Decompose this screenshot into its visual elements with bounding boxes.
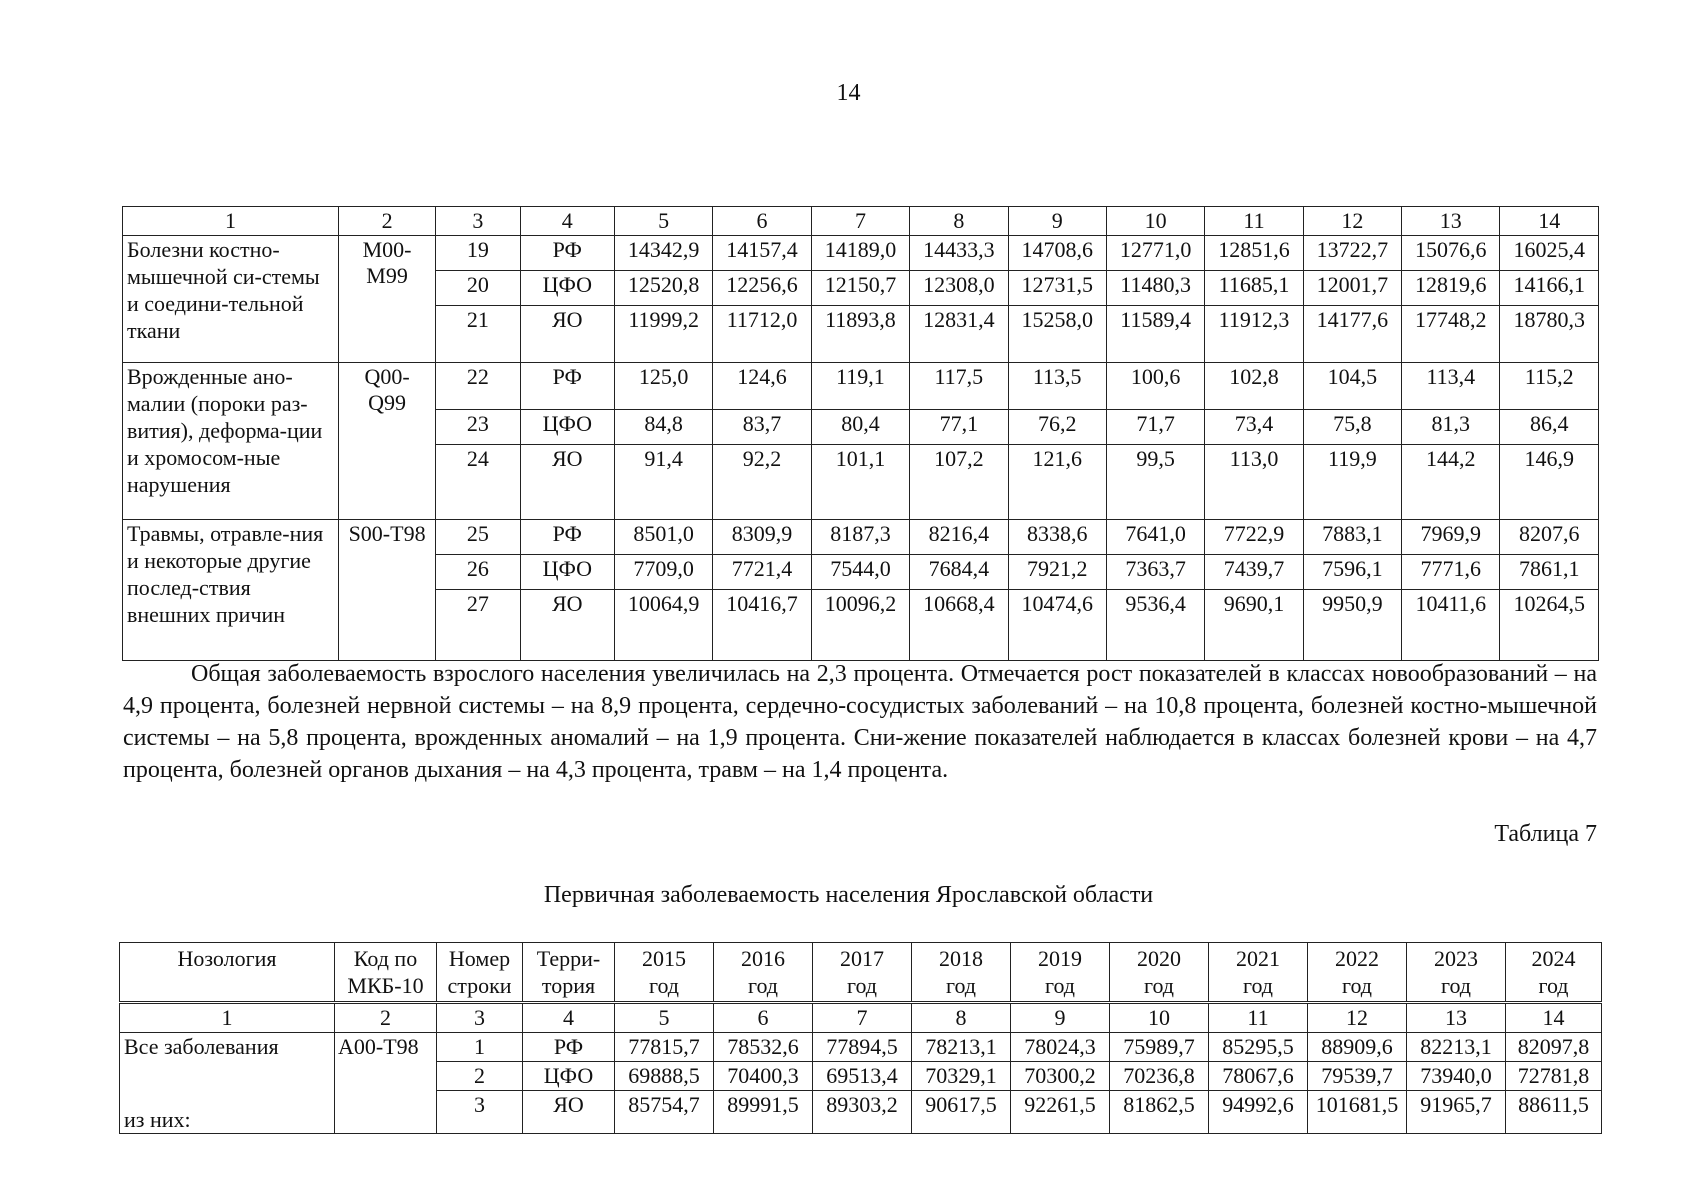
value-cell: 113,4	[1402, 363, 1500, 410]
header-territory: Терри- тория	[523, 943, 615, 1003]
column-index: 7	[811, 207, 909, 236]
row-number: 25	[436, 520, 520, 555]
value-cell: 9690,1	[1205, 590, 1303, 661]
value-cell: 78067,6	[1209, 1062, 1308, 1091]
value-cell: 11712,0	[713, 306, 811, 363]
table-label: Таблица 7	[1494, 821, 1597, 847]
column-index: 2	[338, 207, 435, 236]
value-cell: 10416,7	[713, 590, 811, 661]
territory: ЦФО	[520, 555, 614, 590]
value-cell: 12819,6	[1402, 271, 1500, 306]
table-row	[123, 236, 1599, 271]
value-cell: 10411,6	[1402, 590, 1500, 661]
value-cell: 101681,5	[1308, 1091, 1407, 1134]
column-index: 6	[713, 207, 811, 236]
row-number: 3	[437, 1091, 523, 1134]
value-cell: 113,5	[1008, 363, 1106, 410]
value-cell: 15258,0	[1008, 306, 1106, 363]
nosology-cell: Травмы, отравле-ния и некоторые другие послед-ствия внешних причин	[123, 520, 339, 661]
value-cell: 72781,8	[1506, 1062, 1602, 1091]
icd-code: S00-T98	[338, 520, 435, 661]
value-cell: 8216,4	[910, 520, 1008, 555]
value-cell: 115,2	[1500, 363, 1599, 410]
value-cell: 89991,5	[714, 1091, 813, 1134]
value-cell: 146,9	[1500, 445, 1599, 520]
value-cell: 11893,8	[811, 306, 909, 363]
row-number: 26	[436, 555, 520, 590]
row-number: 21	[436, 306, 520, 363]
value-cell: 92,2	[713, 445, 811, 520]
value-cell: 73,4	[1205, 410, 1303, 445]
table-row	[123, 363, 1599, 410]
column-index: 10	[1106, 207, 1204, 236]
value-cell: 17748,2	[1402, 306, 1500, 363]
value-cell: 7883,1	[1303, 520, 1401, 555]
row-number: 27	[436, 590, 520, 661]
row-number: 1	[437, 1033, 523, 1062]
value-cell: 102,8	[1205, 363, 1303, 410]
value-cell: 7544,0	[811, 555, 909, 590]
territory: РФ	[520, 236, 614, 271]
column-index: 6	[714, 1003, 813, 1033]
value-cell: 8501,0	[614, 520, 712, 555]
value-cell: 88909,6	[1308, 1033, 1407, 1062]
header-year: 2016 год	[714, 943, 813, 1003]
nosology-subnote: из них:	[124, 1107, 191, 1132]
territory: ЯО	[520, 306, 614, 363]
table-continuation	[122, 206, 1599, 661]
icd-code: М00-М99	[338, 236, 435, 363]
value-cell: 12731,5	[1008, 271, 1106, 306]
value-cell: 10474,6	[1008, 590, 1106, 661]
value-cell: 91,4	[614, 445, 712, 520]
value-cell: 12771,0	[1106, 236, 1204, 271]
value-cell: 144,2	[1402, 445, 1500, 520]
value-cell: 82213,1	[1407, 1033, 1506, 1062]
column-index: 8	[912, 1003, 1011, 1033]
value-cell: 113,0	[1205, 445, 1303, 520]
value-cell: 7861,1	[1500, 555, 1599, 590]
value-cell: 86,4	[1500, 410, 1599, 445]
territory: ЯО	[520, 590, 614, 661]
value-cell: 15076,6	[1402, 236, 1500, 271]
body-paragraph	[123, 658, 1597, 786]
value-cell: 77894,5	[813, 1033, 912, 1062]
value-cell: 7684,4	[910, 555, 1008, 590]
value-cell: 7771,6	[1402, 555, 1500, 590]
territory: ЯО	[523, 1091, 615, 1134]
territory: РФ	[523, 1033, 615, 1062]
value-cell: 7439,7	[1205, 555, 1303, 590]
header-year: 2023 год	[1407, 943, 1506, 1003]
value-cell: 90617,5	[912, 1091, 1011, 1134]
column-index: 3	[437, 1003, 523, 1033]
value-cell: 69513,4	[813, 1062, 912, 1091]
header-row	[120, 943, 1602, 1003]
column-index: 3	[436, 207, 520, 236]
column-index: 7	[813, 1003, 912, 1033]
value-cell: 104,5	[1303, 363, 1401, 410]
table-primary-morbidity	[119, 942, 1602, 1134]
territory: ЯО	[520, 445, 614, 520]
value-cell: 10096,2	[811, 590, 909, 661]
value-cell: 124,6	[713, 363, 811, 410]
value-cell: 88611,5	[1506, 1091, 1602, 1134]
value-cell: 14433,3	[910, 236, 1008, 271]
value-cell: 70400,3	[714, 1062, 813, 1091]
header-year: 2020 год	[1110, 943, 1209, 1003]
value-cell: 75989,7	[1110, 1033, 1209, 1062]
column-index: 11	[1209, 1003, 1308, 1033]
value-cell: 7641,0	[1106, 520, 1204, 555]
value-cell: 94992,6	[1209, 1091, 1308, 1134]
nosology-cell: Болезни костно-мышечной си-стемы и соедини-тельной ткани	[123, 236, 339, 363]
value-cell: 85295,5	[1209, 1033, 1308, 1062]
territory: РФ	[520, 520, 614, 555]
value-cell: 101,1	[811, 445, 909, 520]
value-cell: 73940,0	[1407, 1062, 1506, 1091]
value-cell: 7596,1	[1303, 555, 1401, 590]
value-cell: 7722,9	[1205, 520, 1303, 555]
value-cell: 12831,4	[910, 306, 1008, 363]
value-cell: 76,2	[1008, 410, 1106, 445]
column-index: 10	[1110, 1003, 1209, 1033]
value-cell: 7921,2	[1008, 555, 1106, 590]
column-index: 4	[523, 1003, 615, 1033]
column-index: 8	[910, 207, 1008, 236]
value-cell: 85754,7	[615, 1091, 714, 1134]
value-cell: 11589,4	[1106, 306, 1204, 363]
value-cell: 78024,3	[1011, 1033, 1110, 1062]
column-index: 5	[614, 207, 712, 236]
header-row-number: Номер строки	[437, 943, 523, 1003]
value-cell: 14157,4	[713, 236, 811, 271]
value-cell: 12001,7	[1303, 271, 1401, 306]
value-cell: 9536,4	[1106, 590, 1204, 661]
value-cell: 11999,2	[614, 306, 712, 363]
value-cell: 16025,4	[1500, 236, 1599, 271]
value-cell: 78213,1	[912, 1033, 1011, 1062]
column-index: 13	[1407, 1003, 1506, 1033]
value-cell: 79539,7	[1308, 1062, 1407, 1091]
value-cell: 89303,2	[813, 1091, 912, 1134]
column-index-row	[120, 1003, 1602, 1033]
value-cell: 12851,6	[1205, 236, 1303, 271]
value-cell: 70236,8	[1110, 1062, 1209, 1091]
value-cell: 11480,3	[1106, 271, 1204, 306]
territory: РФ	[520, 363, 614, 410]
value-cell: 125,0	[614, 363, 712, 410]
value-cell: 12308,0	[910, 271, 1008, 306]
header-year: 2015 год	[615, 943, 714, 1003]
value-cell: 14189,0	[811, 236, 909, 271]
value-cell: 99,5	[1106, 445, 1204, 520]
value-cell: 14342,9	[614, 236, 712, 271]
value-cell: 11912,3	[1205, 306, 1303, 363]
column-index: 9	[1011, 1003, 1110, 1033]
header-year: 2019 год	[1011, 943, 1110, 1003]
table-row	[120, 1033, 1602, 1062]
value-cell: 7969,9	[1402, 520, 1500, 555]
value-cell: 92261,5	[1011, 1091, 1110, 1134]
value-cell: 77815,7	[615, 1033, 714, 1062]
value-cell: 78532,6	[714, 1033, 813, 1062]
header-nosology: Нозология	[120, 943, 335, 1003]
column-index: 4	[520, 207, 614, 236]
nosology-cell: Врожденные ано-малии (пороки раз-вития), деформа-ции и хромосом-ные нарушения	[123, 363, 339, 520]
table-row	[123, 520, 1599, 555]
value-cell: 18780,3	[1500, 306, 1599, 363]
value-cell: 117,5	[910, 363, 1008, 410]
value-cell: 81,3	[1402, 410, 1500, 445]
value-cell: 11685,1	[1205, 271, 1303, 306]
column-index: 13	[1402, 207, 1500, 236]
value-cell: 83,7	[713, 410, 811, 445]
value-cell: 8187,3	[811, 520, 909, 555]
page-number: 14	[836, 80, 861, 106]
row-number: 22	[436, 363, 520, 410]
value-cell: 71,7	[1106, 410, 1204, 445]
row-number: 24	[436, 445, 520, 520]
column-index-row	[123, 207, 1599, 236]
value-cell: 81862,5	[1110, 1091, 1209, 1134]
value-cell: 75,8	[1303, 410, 1401, 445]
value-cell: 100,6	[1106, 363, 1204, 410]
column-index: 1	[120, 1003, 335, 1033]
value-cell: 12256,6	[713, 271, 811, 306]
value-cell: 70300,2	[1011, 1062, 1110, 1091]
icd-code: A00-T98	[335, 1033, 437, 1134]
value-cell: 84,8	[614, 410, 712, 445]
header-year: 2018 год	[912, 943, 1011, 1003]
value-cell: 7721,4	[713, 555, 811, 590]
column-index: 11	[1205, 207, 1303, 236]
row-number: 20	[436, 271, 520, 306]
header-year: 2017 год	[813, 943, 912, 1003]
paragraph-text: Общая заболеваемость взрослого населения увеличилась на 2,3 процента. Отмечается рост показателей в классах новообразований – на 4,9 процента, болезней нервной системы – на 8,9 процента, сердечно-сосудистых заболеваний – на 10,8 процента, болезней костно-мышечной системы – на 5,8 процента, врожденных аномалий – на 1,9 процента. Сни-жение показателей наблюдается в классах болезней крови – на 4,7 процента, болезней органов дыхания – на 4,3 процента, травм – на 1,4 процента.	[123, 661, 1597, 783]
value-cell: 77,1	[910, 410, 1008, 445]
nosology-cell	[120, 1033, 335, 1134]
icd-code: Q00-Q99	[338, 363, 435, 520]
value-cell: 8309,9	[713, 520, 811, 555]
value-cell: 13722,7	[1303, 236, 1401, 271]
column-index: 5	[615, 1003, 714, 1033]
header-code: Код по МКБ-10	[335, 943, 437, 1003]
value-cell: 7709,0	[614, 555, 712, 590]
column-index: 9	[1008, 207, 1106, 236]
column-index: 1	[123, 207, 339, 236]
nosology-name: Все заболевания	[124, 1034, 279, 1059]
value-cell: 119,1	[811, 363, 909, 410]
table-title: Первичная заболеваемость населения Ярославской области	[543, 882, 1154, 908]
value-cell: 14166,1	[1500, 271, 1599, 306]
column-index: 14	[1506, 1003, 1602, 1033]
row-number: 19	[436, 236, 520, 271]
value-cell: 80,4	[811, 410, 909, 445]
value-cell: 121,6	[1008, 445, 1106, 520]
value-cell: 10064,9	[614, 590, 712, 661]
header-year: 2022 год	[1308, 943, 1407, 1003]
row-number: 2	[437, 1062, 523, 1091]
row-number: 23	[436, 410, 520, 445]
territory: ЦФО	[520, 410, 614, 445]
column-index: 12	[1308, 1003, 1407, 1033]
value-cell: 9950,9	[1303, 590, 1401, 661]
value-cell: 82097,8	[1506, 1033, 1602, 1062]
column-index: 2	[335, 1003, 437, 1033]
value-cell: 8207,6	[1500, 520, 1599, 555]
value-cell: 10668,4	[910, 590, 1008, 661]
column-index: 12	[1303, 207, 1401, 236]
value-cell: 14708,6	[1008, 236, 1106, 271]
value-cell: 119,9	[1303, 445, 1401, 520]
value-cell: 12520,8	[614, 271, 712, 306]
territory: ЦФО	[523, 1062, 615, 1091]
value-cell: 91965,7	[1407, 1091, 1506, 1134]
value-cell: 14177,6	[1303, 306, 1401, 363]
value-cell: 107,2	[910, 445, 1008, 520]
header-year: 2021 год	[1209, 943, 1308, 1003]
value-cell: 12150,7	[811, 271, 909, 306]
value-cell: 8338,6	[1008, 520, 1106, 555]
header-year: 2024 год	[1506, 943, 1602, 1003]
value-cell: 7363,7	[1106, 555, 1204, 590]
value-cell: 70329,1	[912, 1062, 1011, 1091]
column-index: 14	[1500, 207, 1599, 236]
value-cell: 69888,5	[615, 1062, 714, 1091]
territory: ЦФО	[520, 271, 614, 306]
value-cell: 10264,5	[1500, 590, 1599, 661]
